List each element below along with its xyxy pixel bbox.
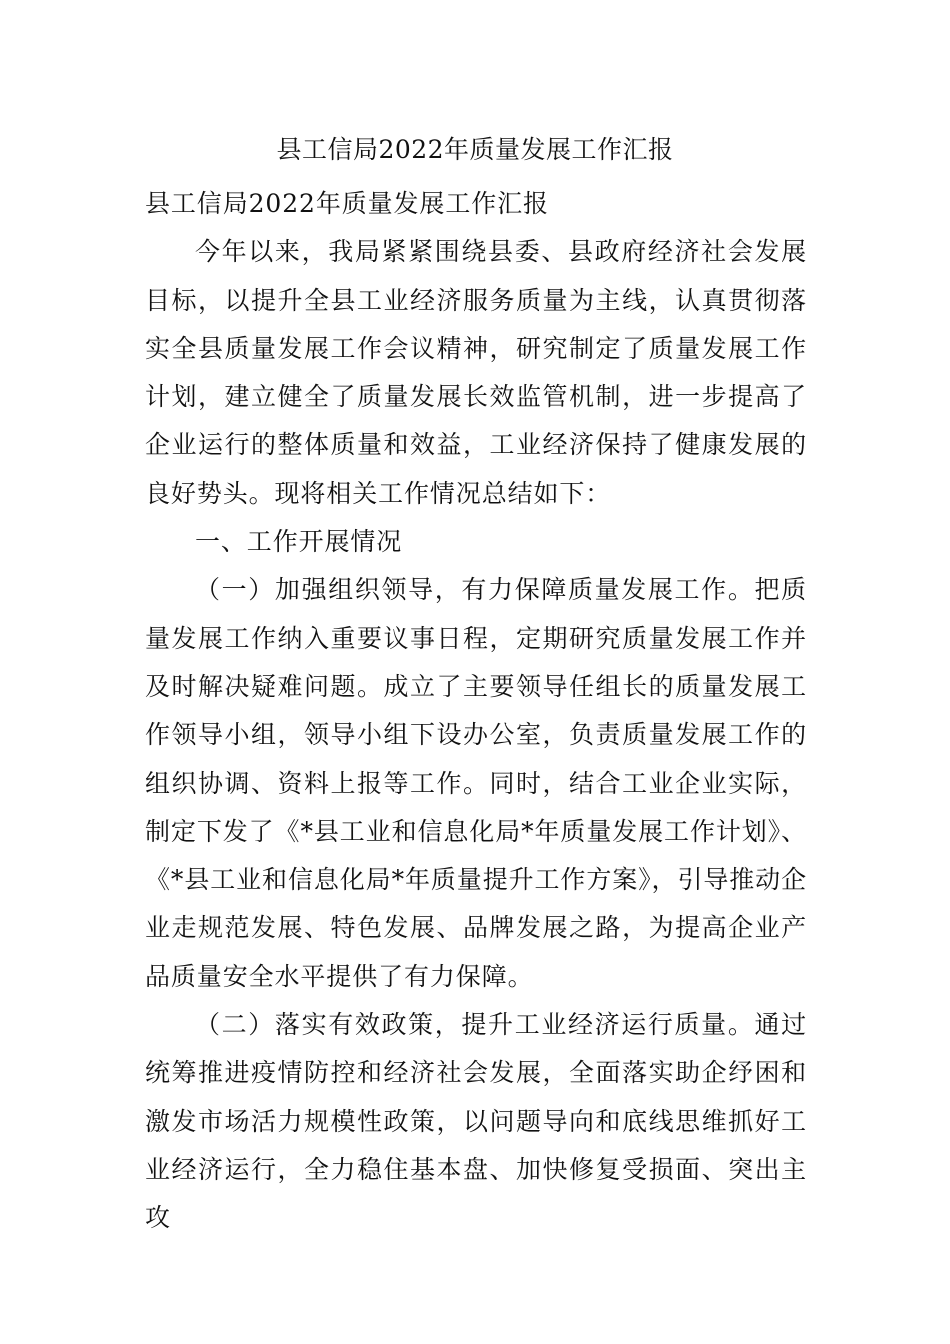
paragraph-intro: 今年以来，我局紧紧围绕县委、县政府经济社会发展目标，以提升全县工业经济服务质量为主线，认真贯彻落实全县质量发展工作会议精神，研究制定了质量发展工作计划，建立健全了质量发展长效监管机制，进一步提高了企业运行的整体质量和效益，工业经济保持了健康发展的良好势头。现将相关工作情况总结如下：	[145, 237, 807, 508]
document-body	[145, 180, 807, 1243]
document-title: 县工信局2022年质量发展工作汇报	[276, 135, 674, 164]
paragraph-policy: （二）落实有效政策，提升工业经济运行质量。通过统筹推进疫情防控和经济社会发展，全面落实助企纾困和激发市场活力规模性政策，以问题导向和底线思维抓好工业经济运行，全力稳住基本盘、加快修复受损面、突出主攻	[145, 1010, 807, 1233]
section-heading: 一、工作开展情况	[195, 527, 403, 557]
paragraph-organization: （一）加强组织领导，有力保障质量发展工作。把质量发展工作纳入重要议事日程，定期研究质量发展工作并及时解决疑难问题。成立了主要领导任组长的质量发展工作领导小组，领导小组下设办公室，负责质量发展工作的组织协调、资料上报等工作。同时，结合工业企业实际，制定下发了《*县工业和信息化局*年质量发展工作计划》、《*县工业和信息化局*年质量提升工作方案》，引导推动企业走规范发展、特色发展、品牌发展之路，为提高企业产品质量安全水平提供了有力保障。	[145, 575, 807, 991]
document-subtitle: 县工信局2022年质量发展工作汇报	[145, 189, 549, 218]
